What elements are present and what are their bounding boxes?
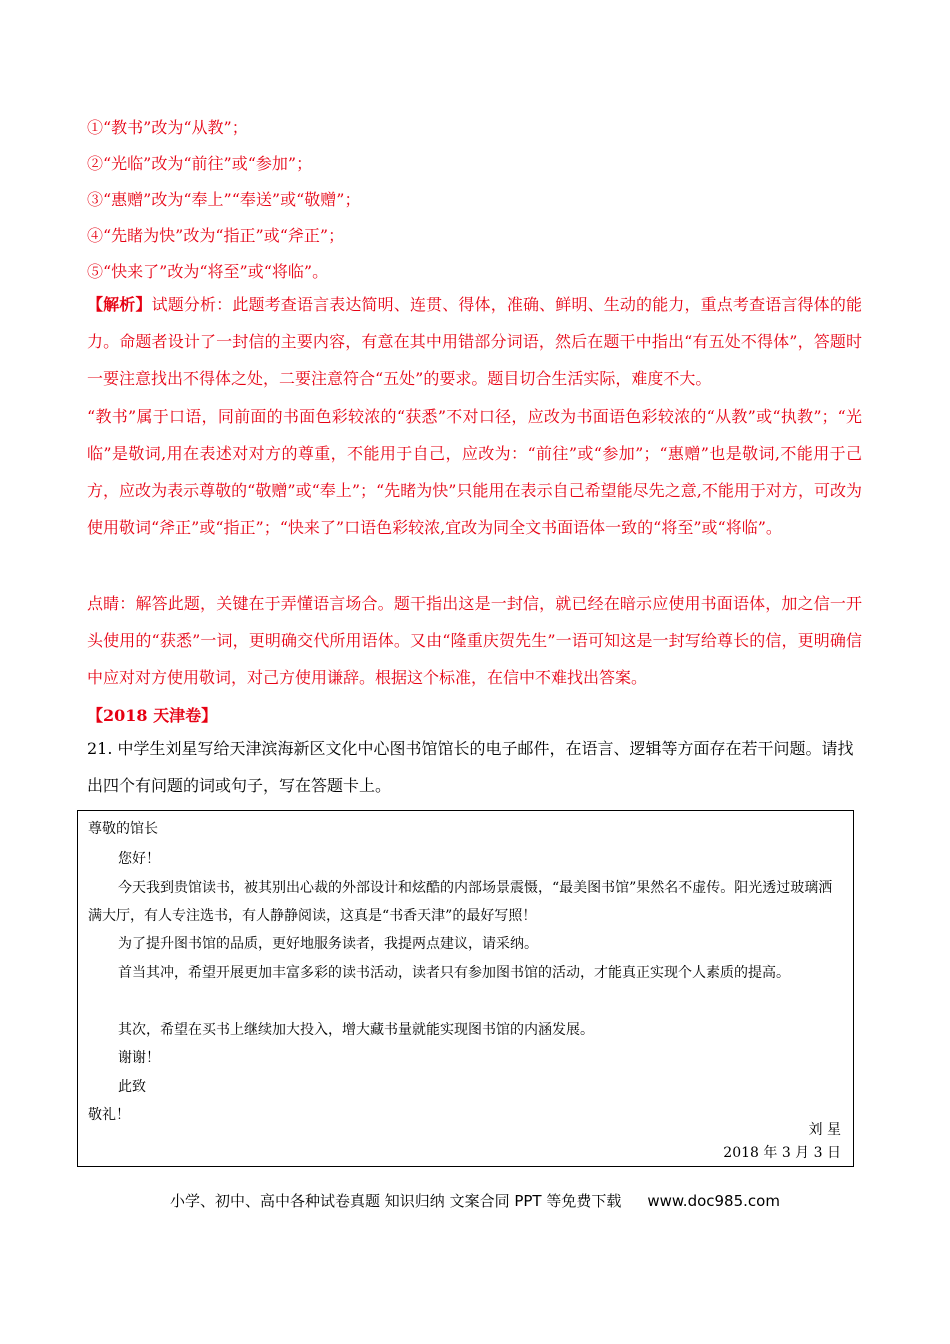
question-text: 21. 中学生刘星写给天津滨海新区文化中心图书馆馆长的电子邮件，在语言、逻辑等方面存在若干问题。请找出四个有问题的词或句子，写在答题卡上。 — [87, 739, 854, 795]
tip-paragraph: 点睛：解答此题，关键在于弄懂语言场合。题干指出这是一封信，就已经在暗示应使用书面语体，加之信一开头使用的“获悉”一词，更明确交代所用语体。又由“隆重庆贺先生”一语可知这是一封写给尊长的信，更明确信中应对对方使用敬词，对己方使用谦辞。根据这个标准，在信中不难找出答案。 — [87, 594, 862, 687]
letter-date: 2018 年 3 月 3 日 — [723, 1145, 841, 1161]
answer-4: ④“先睹为快”改为“指正”或“斧正”； — [87, 226, 345, 245]
answer-2: ②“光临”改为“前往”或“参加”； — [87, 154, 313, 173]
answer-1: ①“教书”改为“从教”； — [87, 118, 248, 137]
letter-paragraph-2: 为了提升图书馆的品质，更好地服务读者，我提两点建议，请采纳。 — [118, 936, 538, 952]
letter-closing-2: 敬礼！ — [88, 1107, 130, 1123]
letter-greeting: 您好！ — [118, 851, 160, 867]
answer-3: ③“惠赠”改为“奉上”“奉送”或“敬赠”； — [87, 190, 361, 209]
section-label: 【2018 天津卷】 — [87, 706, 218, 725]
letter-signature: 刘 星 — [808, 1122, 841, 1138]
letter-box — [77, 810, 854, 1167]
analysis-tag: 【解析】 — [87, 295, 152, 314]
page-footer — [0, 1190, 950, 1211]
answer-5: ⑤“快来了”改为“将至”或“将临”。 — [87, 262, 329, 281]
letter-thanks: 谢谢！ — [118, 1050, 160, 1066]
letter-paragraph-1: 今天我到贵馆读书，被其别出心裁的外部设计和炫酷的内部场景震慑，“最美图书馆”果然名不虚传。阳光透过玻璃洒满大厅，有人专注选书，有人静静阅读，这真是“书香天津”的最好写照！ — [88, 880, 833, 924]
analysis-detail: “教书”属于口语，同前面的书面色彩较浓的“获悉”不对口径，应改为书面语色彩较浓的“从教”或“执教”；“光临”是敬词,用在表述对对方的尊重，不能用于自己，应改为：“前往”或“参加”；“惠赠”也是敬词,不能用于己方，应改为表示尊敬的“敬赠”或“奉上”；“先睹为快”只能用在表示自己希望能尽先之意,不能用于对方，可改为使用敬词“斧正”或“指正”；“快来了”口语色彩较浓,宜改为同全文书面语体一致的“将至”或“将临”。 — [87, 407, 862, 537]
letter-paragraph-3: 首当其冲，希望开展更加丰富多彩的读书活动，读者只有参加图书馆的活动，才能真正实现个人素质的提高。 — [118, 965, 790, 981]
letter-salutation: 尊敬的馆长 — [88, 821, 158, 837]
letter-closing-1: 此致 — [118, 1079, 146, 1095]
analysis-paragraph — [87, 286, 862, 397]
footer-site[interactable]: www.doc985.com — [647, 1192, 780, 1210]
letter-paragraph-4: 其次，希望在买书上继续加大投入，增大藏书量就能实现图书馆的内涵发展。 — [118, 1022, 594, 1038]
analysis-text: 试题分析：此题考查语言表达简明、连贯、得体，准确、鲜明、生动的能力，重点考查语言得体的能力。命题者设计了一封信的主要内容，有意在其中用错部分词语，然后在题干中指出“有五处不得体”，答题时一要注意找出不得体之处，二要注意符合“五处”的要求。题目切合生活实际，难度不大。 — [87, 295, 862, 388]
footer-text: 小学、初中、高中各种试卷真题 知识归纳 文案合同 PPT 等免费下载 — [170, 1192, 622, 1210]
